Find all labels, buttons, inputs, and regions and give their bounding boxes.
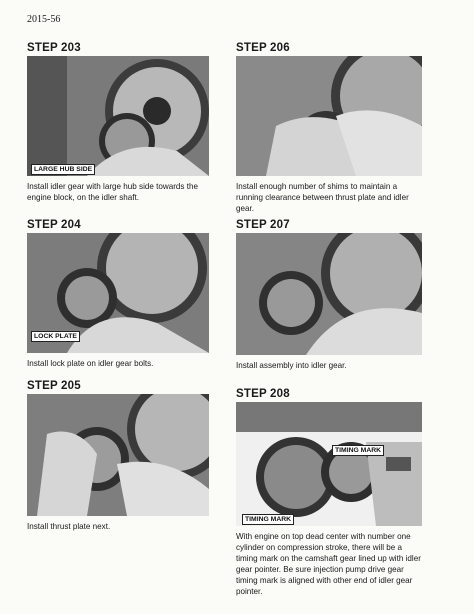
step-photo xyxy=(236,233,422,355)
step-title: STEP 207 xyxy=(236,219,290,231)
step-206 xyxy=(236,42,422,214)
step-photo xyxy=(27,56,209,176)
step-photo xyxy=(27,233,209,353)
callout-label: LOCK PLATE xyxy=(31,331,80,342)
page-number: 2015-56 xyxy=(27,14,61,25)
step-title: STEP 206 xyxy=(236,42,290,54)
step-title: STEP 203 xyxy=(27,42,81,54)
step-photo xyxy=(236,402,422,526)
callout-label: LARGE HUB SIDE xyxy=(31,164,95,175)
step-204 xyxy=(27,219,209,369)
step-203 xyxy=(27,42,209,203)
step-title: STEP 204 xyxy=(27,219,81,231)
step-caption: Install thrust plate next. xyxy=(27,522,111,531)
step-photo xyxy=(236,56,422,176)
step-caption: Install idler gear with large hub side towards the engine block, on the idler shaft. xyxy=(27,182,198,202)
step-title: STEP 208 xyxy=(236,388,290,400)
step-caption: Install enough number of shims to maintain a running clearance between thrust plate and idler gear. xyxy=(236,182,409,213)
callout-label: TIMING MARK xyxy=(242,514,294,525)
step-caption: Install lock plate on idler gear bolts. xyxy=(27,359,154,368)
callout-label: TIMING MARK xyxy=(332,445,384,456)
step-caption: Install assembly into idler gear. xyxy=(236,361,347,370)
step-title: STEP 205 xyxy=(27,380,81,392)
step-photo xyxy=(27,394,209,516)
step-208 xyxy=(236,388,422,597)
step-caption: With engine on top dead center with number one cylinder on compression stroke, there will be a timing mark on the camshaft gear lined up with idler gear pointer. Be sure injection pump drive gear timing mark is aligned with other end of idler gear pointer. xyxy=(236,532,421,596)
step-205 xyxy=(27,380,209,532)
step-207 xyxy=(236,219,422,371)
